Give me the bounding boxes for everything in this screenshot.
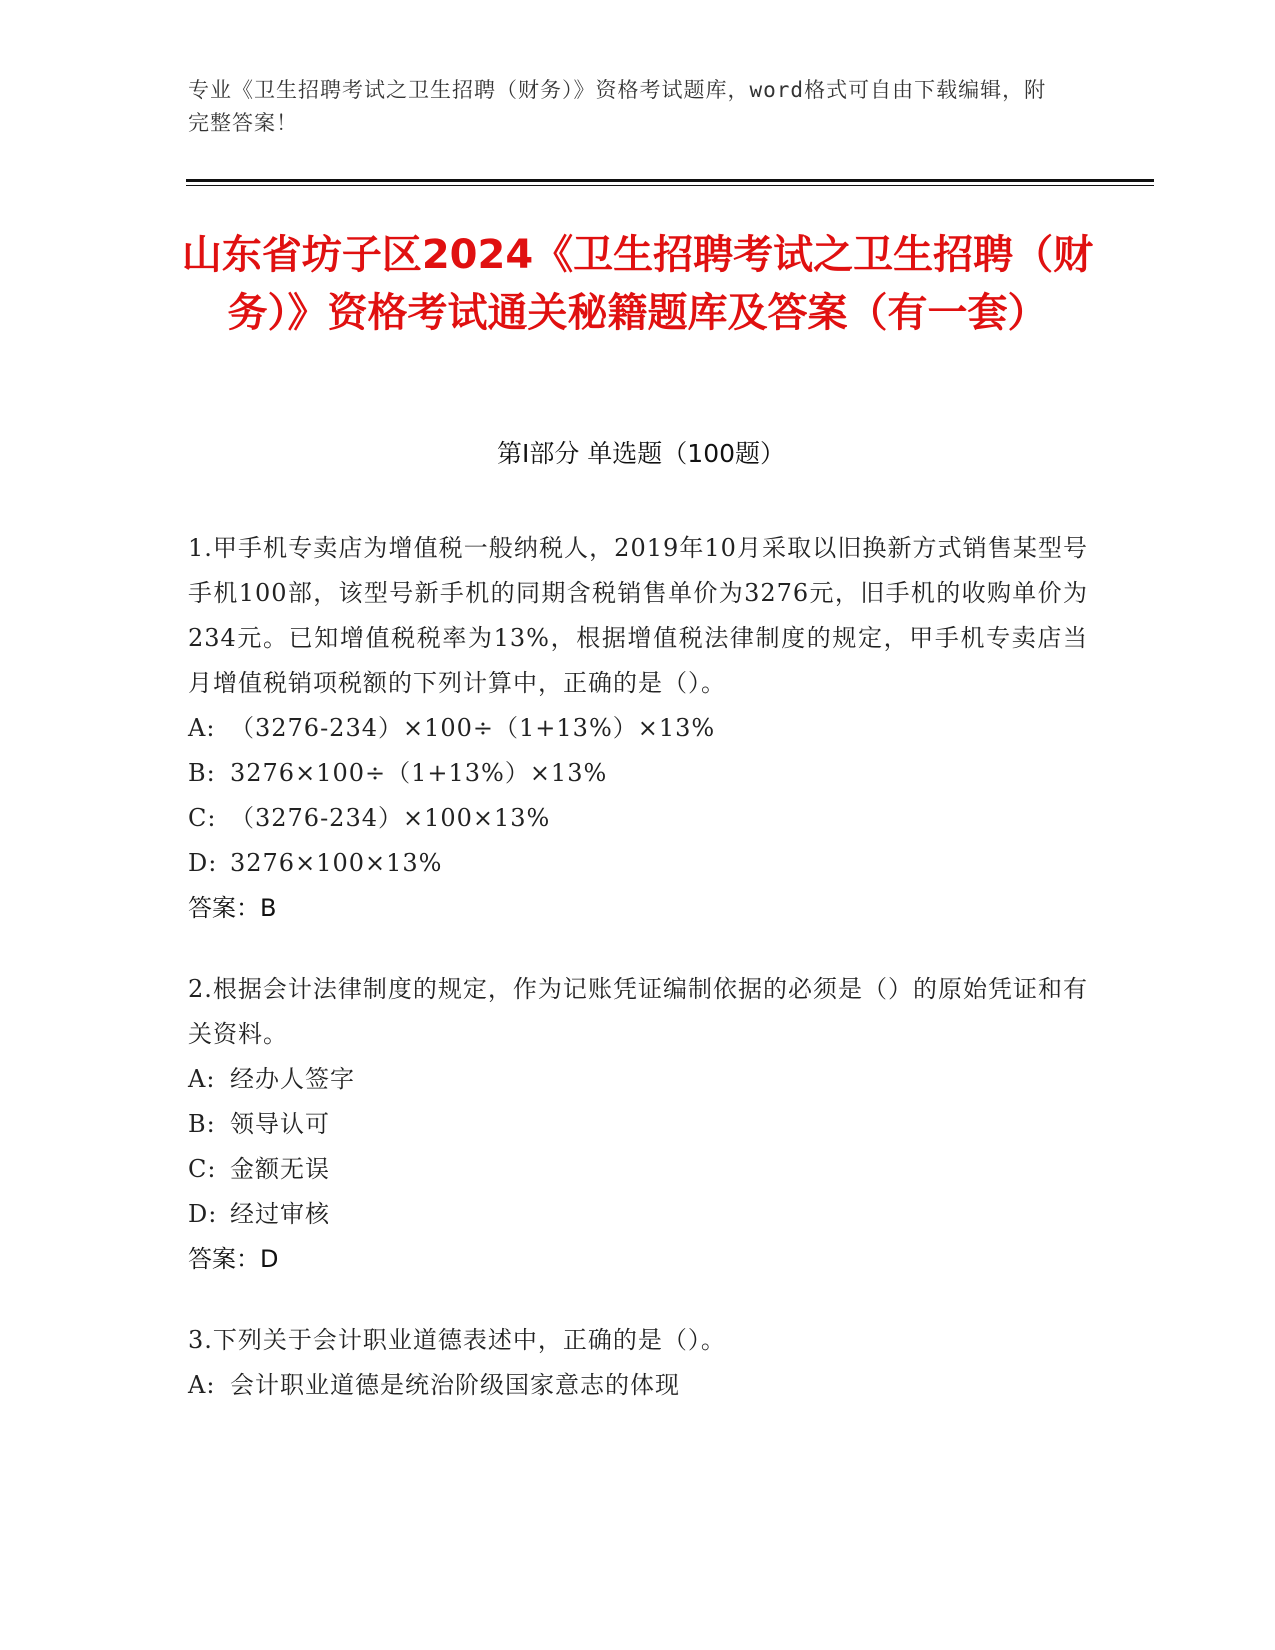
header-divider-thin	[186, 185, 1154, 186]
option-letter: B:	[188, 1110, 216, 1138]
option-d	[188, 1192, 1088, 1237]
option-letter: C:	[188, 1155, 217, 1183]
option-a	[188, 1057, 1088, 1102]
question-3	[188, 1318, 1088, 1408]
document-title: 山东省坊子区2024《卫生招聘考试之卫生招聘（财务）》资格考试通关秘籍题库及答案（有一套）	[181, 232, 1094, 336]
option-a	[188, 706, 1088, 751]
option-b	[188, 1102, 1088, 1147]
option-a	[188, 1363, 1088, 1408]
question-stem: 1.甲手机专卖店为增值税一般纳税人，2019年10月采取以旧换新方式销售某型号手机100部，该型号新手机的同期含税销售单价为3276元，旧手机的收购单价为234元。已知增值税税率为13%，根据增值税法律制度的规定，甲手机专卖店当月增值税销项税额的下列计算中，正确的是（）。	[188, 534, 1088, 697]
option-text: 金额无误	[230, 1155, 330, 1183]
option-letter: C:	[188, 804, 217, 832]
option-text: 会计职业道德是统治阶级国家意志的体现	[230, 1371, 680, 1399]
option-b	[188, 751, 1088, 796]
option-text: 3276×100×13%	[230, 849, 443, 877]
option-letter: D:	[188, 849, 218, 877]
question-stem: 3.下列关于会计职业道德表述中，正确的是（）。	[188, 1326, 726, 1354]
option-letter: A:	[188, 1065, 216, 1093]
option-text: （3276-234）×100×13%	[230, 804, 551, 832]
question-list	[188, 526, 1088, 1444]
option-letter: A:	[188, 714, 216, 742]
header-note: 专业《卫生招聘考试之卫生招聘（财务）》资格考试题库，word格式可自由下载编辑，附完整答案！	[188, 78, 1047, 135]
section-title: 第Ⅰ部分 单选题（100题）	[496, 439, 786, 468]
option-text: 3276×100÷（1+13%）×13%	[230, 759, 608, 787]
option-c	[188, 796, 1088, 841]
question-stem: 2.根据会计法律制度的规定，作为记账凭证编制依据的必须是（）的原始凭证和有关资料。	[188, 975, 1088, 1048]
answer-line: 答案：D	[188, 1245, 279, 1273]
question-1	[188, 526, 1088, 931]
option-text: 经办人签字	[230, 1065, 355, 1093]
option-text: 领导认可	[230, 1110, 330, 1138]
option-text: （3276-234）×100÷（1+13%）×13%	[230, 714, 716, 742]
option-d	[188, 841, 1088, 886]
question-2	[188, 967, 1088, 1282]
answer-line: 答案：B	[188, 894, 277, 922]
option-c	[188, 1147, 1088, 1192]
option-letter: D:	[188, 1200, 218, 1228]
option-text: 经过审核	[230, 1200, 330, 1228]
option-letter: B:	[188, 759, 216, 787]
option-letter: A:	[188, 1371, 216, 1399]
header-divider-thick	[186, 179, 1154, 182]
